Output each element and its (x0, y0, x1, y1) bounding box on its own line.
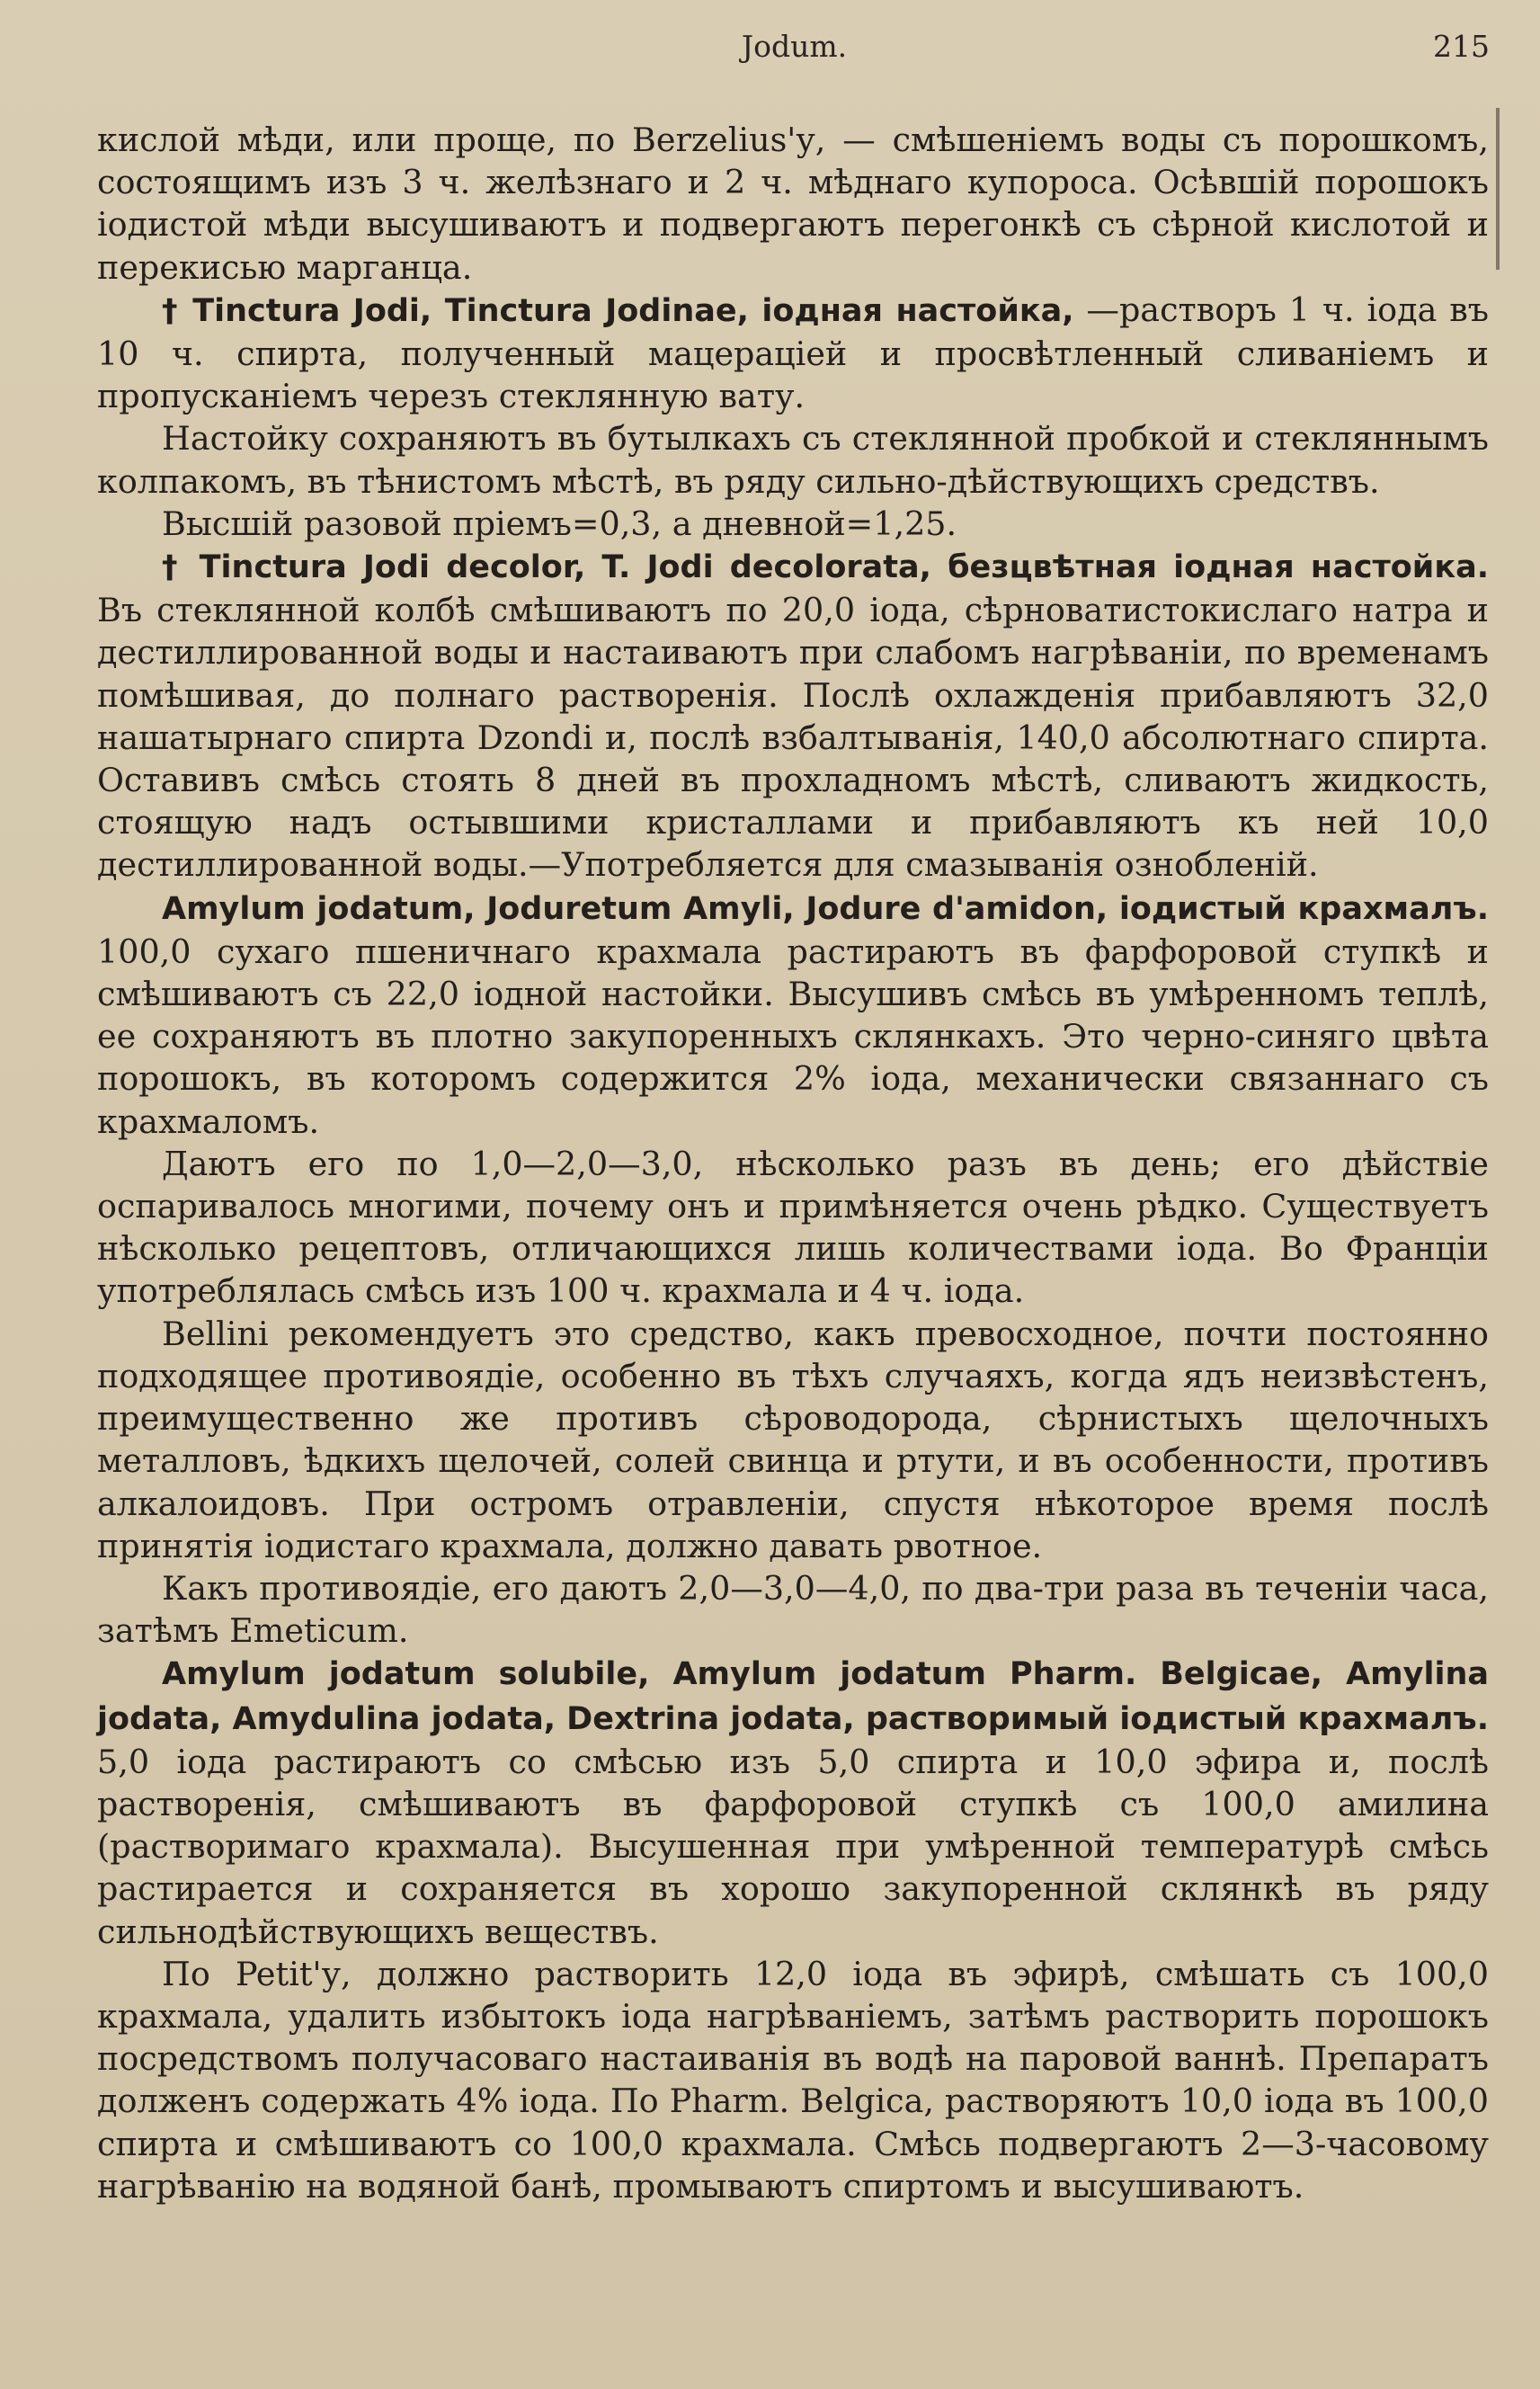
paragraph-7 (97, 1143, 1489, 1313)
paragraph-text: Какъ противоядіе, его даютъ 2,0—3,0—4,0, по два-три раза въ теченіи часа, затѣмъ Emeticum. (97, 1568, 1489, 1651)
paragraph-8 (97, 1313, 1489, 1567)
paragraph-9 (97, 1567, 1489, 1652)
paragraph-11 (97, 1953, 1489, 2207)
entry-heading: † Tinctura Jodi decolor, T. Jodi decolorata, безцвѣтная іодная настойка. (162, 549, 1489, 586)
page-body (97, 119, 1489, 2207)
paragraph-text: кислой мѣди, или проще, по Berzelius'у, — смѣшеніемъ воды съ порошкомъ, состоящимъ изъ 3 ч. желѣзнаго и 2 ч. мѣднаго купороса. Осѣвшій порошокъ іодистой мѣди высушиваютъ и подвергаютъ перегонкѣ съ сѣрной кислотой и перекисью марганца. (97, 120, 1489, 287)
paragraph-amylum-jodatum-solubile (97, 1652, 1489, 1952)
margin-bracket-mark (1496, 108, 1500, 270)
entry-heading: † Tinctura Jodi, Tinctura Jodinae, іодная настойка, (162, 292, 1074, 329)
paragraph-text: Настойку сохраняютъ въ бутылкахъ съ стеклянной пробкой и стекляннымъ колпакомъ, въ тѣнистомъ мѣстѣ, въ ряду сильно-дѣйствующихъ средствъ. (97, 419, 1489, 501)
paragraph-tinctura-jodi-decolor (97, 545, 1489, 887)
paragraph-1 (97, 119, 1489, 289)
paragraph-text: По Petit'у, должно растворить 12,0 іода въ эфирѣ, смѣшать съ 100,0 крахмала, удалить избытокъ іода нагрѣваніемъ, затѣмъ растворить порошокъ посредствомъ получасоваго настаиванія въ водѣ на паровой ваннѣ. Препаратъ долженъ содержать 4% іода. По Pharm. Belgica, растворяютъ 10,0 іода въ 100,0 спирта и смѣшиваютъ со 100,0 крахмала. Смѣсь подвергаютъ 2—3-часовому нагрѣванію на водяной банѣ, промываютъ спиртомъ и высушиваютъ. (97, 1954, 1489, 2206)
paragraph-text: 5,0 іода растираютъ со смѣсью изъ 5,0 спирта и 10,0 эфира и, послѣ растворенія, смѣшиваютъ въ фарфоровой ступкѣ съ 100,0 амилина (растворимаго крахмала). Высушенная при умѣренной температурѣ смѣсь растирается и сохраняется въ хорошо закупоренной склянкѣ въ ряду сильнодѣйствующихъ веществъ. (97, 1742, 1489, 1951)
paragraph-text: 100,0 сухаго пшеничнаго крахмала растираютъ въ фарфоровой ступкѣ и смѣшиваютъ съ 22,0 іодной настойки. Высушивъ смѣсь въ умѣренномъ теплѣ, ее сохраняютъ въ плотно закупоренныхъ склянкахъ. Это черно-синяго цвѣта порошокъ, въ которомъ содержится 2% іода, механически связаннаго съ крахмаломъ. (97, 932, 1489, 1141)
entry-heading: Amylum jodatum, Joduretum Amyli, Jodure d'amidon, іодистый крахмалъ. (162, 890, 1489, 927)
entry-heading: Amylum jodatum solubile, Amylum jodatum Pharm. Belgicae, Amylina jodata, Amydulina jodata, Dextrina jodata, растворимый іодистый крахмалъ. (97, 1656, 1489, 1737)
paragraph-3 (97, 417, 1489, 502)
page-number: 215 (1433, 29, 1490, 64)
running-header (99, 29, 1490, 72)
paragraph-text: Bellini рекомендуетъ это средство, какъ превосходное, почти постоянно подходящее противоядіе, особенно въ тѣхъ случаяхъ, когда ядъ неизвѣстенъ, преимущественно же противъ сѣроводорода, сѣрнистыхъ щелочныхъ металловъ, ѣдкихъ щелочей, солей свинца и ртути, и въ особенности, противъ алкалоидовъ. При остромъ отравленіи, спустя нѣкоторое время послѣ принятія іодистаго крахмала, должно давать рвотное. (97, 1314, 1489, 1565)
paragraph-4 (97, 503, 1489, 545)
paragraph-text: Въ стеклянной колбѣ смѣшиваютъ по 20,0 іода, сѣрноватистокислаго натра и дестиллированной воды и настаиваютъ при слабомъ нагрѣваніи, по временамъ помѣшивая, до полнаго растворенія. Послѣ охлажденія прибавляютъ 32,0 нашатырнаго спирта Dzondi и, послѣ взбалтыванія, 140,0 абсолютнаго спирта. Оставивъ смѣсь стоять 8 дней въ прохладномъ мѣстѣ, сливаютъ жидкость, стоящую надъ остывшими кристаллами и прибавляютъ къ ней 10,0 дестиллированной воды.—Употребляется для смазыванія ознобленій. (97, 591, 1489, 885)
paragraph-text: Высшій разовой пріемъ=0,3, а дневной=1,25. (162, 504, 957, 543)
paragraph-text: Даютъ его по 1,0—2,0—3,0, нѣсколько разъ въ день; его дѣйствіе оспаривалось многими, почему онъ и примѣняется очень рѣдко. Существуетъ нѣсколько рецептовъ, отличающихся лишь количествами іода. Во Франціи употреблялась смѣсь изъ 100 ч. крахмала и 4 ч. іода. (97, 1144, 1489, 1311)
paragraph-tinctura-jodi (97, 289, 1489, 418)
paragraph-text: —растворъ 1 ч. іода въ 10 ч. спирта, полученный мацераціей и просвѣтленный сливаніемъ и пропусканіемъ черезъ стеклянную вату. (97, 290, 1489, 416)
paragraph-amylum-jodatum (97, 887, 1489, 1143)
running-title: Jodum. (741, 29, 848, 64)
